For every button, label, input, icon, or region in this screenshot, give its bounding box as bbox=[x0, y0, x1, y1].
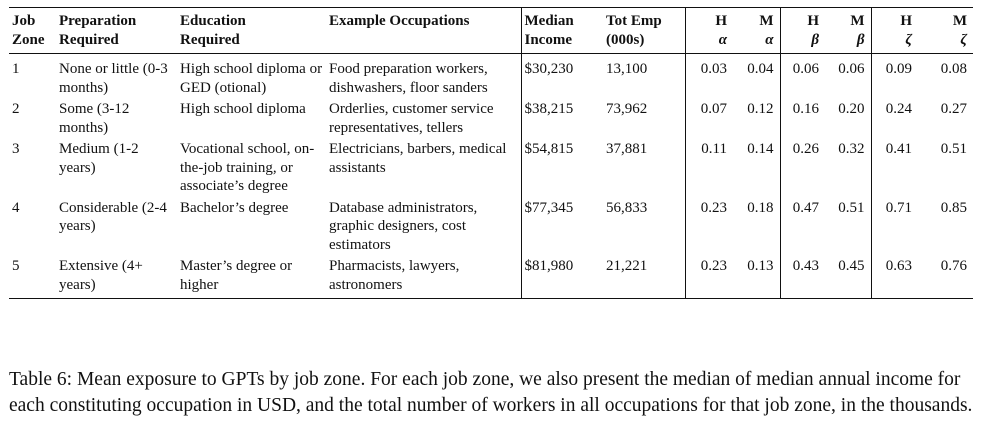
cell-m-beta: 0.06 bbox=[825, 54, 871, 98]
cell-occupations: Electricians, barbers, medical assistants bbox=[326, 137, 521, 196]
cell-h-zeta: 0.41 bbox=[885, 141, 912, 157]
cell-m-zeta: 0.08 bbox=[940, 61, 967, 77]
cell-m-zeta: 0.51 bbox=[940, 141, 967, 157]
cell-m-beta: 0.32 bbox=[825, 137, 871, 196]
header-m-beta: M β bbox=[825, 8, 871, 54]
table-row bbox=[9, 254, 973, 299]
table-row bbox=[9, 196, 973, 255]
cell-education: Bachelor’s degree bbox=[180, 199, 289, 216]
cell-tot-emp: 73,962 bbox=[603, 97, 685, 137]
cell-m-beta: 0.20 bbox=[825, 97, 871, 137]
cell-m-zeta: 0.85 bbox=[940, 199, 967, 216]
cell-occupations: Food preparation workers, dishwashers, floor sanders bbox=[326, 54, 521, 98]
header-h-alpha: H α bbox=[715, 13, 727, 48]
cell-h-beta: 0.06 bbox=[792, 61, 819, 77]
cell-preparation: Some (3-12 months) bbox=[59, 101, 130, 136]
cell-occupations: Pharmacists, lawyers, astronomers bbox=[326, 254, 521, 299]
cell-m-alpha: 0.04 bbox=[733, 54, 780, 98]
cell-m-alpha: 0.12 bbox=[733, 97, 780, 137]
cell-median-income: $38,215 bbox=[524, 101, 574, 117]
cell-m-alpha: 0.14 bbox=[733, 137, 780, 196]
cell-h-beta: 0.47 bbox=[792, 199, 819, 216]
cell-h-alpha: 0.11 bbox=[701, 141, 727, 157]
header-job-zone: Job Zone bbox=[12, 13, 45, 48]
header-median-income: Median Income bbox=[524, 13, 574, 48]
job-zone-table bbox=[9, 7, 973, 299]
cell-education: Master’s degree or higher bbox=[180, 258, 293, 293]
cell-tot-emp: 21,221 bbox=[603, 254, 685, 299]
cell-tot-emp: 37,881 bbox=[603, 137, 685, 196]
table-row bbox=[9, 137, 973, 196]
cell-m-beta: 0.51 bbox=[825, 196, 871, 255]
cell-m-beta: 0.45 bbox=[825, 254, 871, 299]
cell-median-income: $81,980 bbox=[524, 258, 574, 274]
cell-h-alpha: 0.23 bbox=[700, 258, 727, 274]
cell-h-beta: 0.26 bbox=[792, 141, 819, 157]
header-h-beta: H β bbox=[807, 13, 819, 48]
cell-zone: 2 bbox=[12, 101, 20, 117]
cell-h-zeta: 0.63 bbox=[885, 258, 912, 274]
table-caption: Table 6: Mean exposure to GPTs by job zone. For each job zone, we also present the median of median annual income for each constituting occupation in USD, and the total number of workers in all occupations for that job zone, in the thousands. bbox=[9, 369, 973, 416]
header-tot-emp: Tot Emp (000s) bbox=[603, 8, 685, 54]
header-m-zeta: M ζ bbox=[952, 13, 967, 48]
cell-median-income: $54,815 bbox=[524, 141, 574, 157]
cell-h-alpha: 0.03 bbox=[700, 61, 727, 77]
cell-h-zeta: 0.24 bbox=[885, 101, 912, 117]
cell-median-income: $30,230 bbox=[524, 61, 574, 77]
header-example-occupations: Example Occupations bbox=[326, 8, 521, 54]
cell-preparation: Medium (1-2 years) bbox=[59, 141, 139, 176]
cell-occupations: Orderlies, customer service representatives, tellers bbox=[326, 97, 521, 137]
header-preparation: Preparation Required bbox=[59, 13, 137, 48]
header-m-alpha: M α bbox=[733, 8, 780, 54]
table-row bbox=[9, 97, 973, 137]
cell-education: High school diploma bbox=[180, 101, 306, 117]
cell-preparation: None or little (0-3 months) bbox=[59, 61, 168, 96]
cell-m-zeta: 0.76 bbox=[940, 258, 967, 274]
cell-h-alpha: 0.07 bbox=[700, 101, 727, 117]
cell-preparation: Extensive (4+ years) bbox=[59, 258, 143, 293]
cell-preparation: Considerable (2-4 years) bbox=[59, 199, 167, 234]
cell-m-alpha: 0.18 bbox=[733, 196, 780, 255]
table-row bbox=[9, 54, 973, 98]
cell-h-beta: 0.16 bbox=[792, 101, 819, 117]
cell-h-alpha: 0.23 bbox=[700, 199, 727, 216]
cell-h-zeta: 0.71 bbox=[885, 199, 912, 216]
cell-occupations: Database administrators, graphic designers, cost estimators bbox=[326, 196, 521, 255]
cell-education: Vocational school, on-the-job training, or associate’s degree bbox=[180, 141, 315, 194]
cell-zone: 5 bbox=[12, 258, 20, 274]
cell-h-beta: 0.43 bbox=[792, 258, 819, 274]
cell-zone: 3 bbox=[12, 141, 20, 157]
cell-m-alpha: 0.13 bbox=[733, 254, 780, 299]
cell-tot-emp: 13,100 bbox=[603, 54, 685, 98]
cell-zone: 1 bbox=[12, 61, 20, 77]
cell-median-income: $77,345 bbox=[524, 199, 574, 216]
cell-education: High school diploma or GED (otional) bbox=[180, 61, 323, 96]
header-h-zeta: H ζ bbox=[900, 13, 912, 48]
cell-h-zeta: 0.09 bbox=[885, 61, 912, 77]
table-header-row bbox=[9, 8, 973, 54]
data-table-container bbox=[9, 7, 973, 299]
header-education: Education Required bbox=[180, 13, 246, 48]
cell-tot-emp: 56,833 bbox=[603, 196, 685, 255]
cell-m-zeta: 0.27 bbox=[940, 101, 967, 117]
cell-zone: 4 bbox=[12, 199, 20, 216]
